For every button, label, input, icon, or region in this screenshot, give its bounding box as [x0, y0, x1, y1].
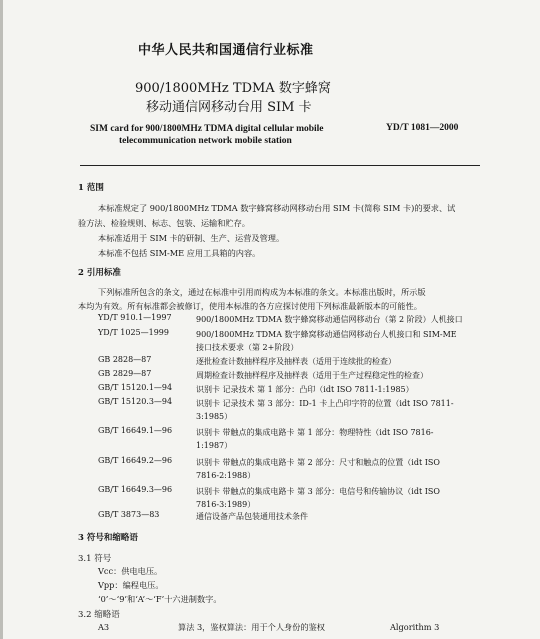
reference-row	[98, 369, 498, 383]
reference-code: GB/T 15120.1—94	[98, 383, 173, 392]
reference-row	[98, 313, 498, 327]
reference-row	[98, 328, 498, 356]
abbrev-code: A3	[98, 622, 110, 632]
reference-row	[98, 397, 498, 425]
reference-code: GB/T 15120.3—94	[98, 397, 173, 406]
english-title-line-1: SIM card for 900/1800MHz TDMA digital cellular mobile	[90, 124, 324, 134]
english-title-line-2: telecommunication network mobile station	[119, 136, 292, 146]
header-rule	[80, 165, 480, 166]
reference-code: GB 2828—87	[98, 355, 152, 364]
reference-code: GB/T 16649.1—96	[98, 426, 173, 435]
reference-row	[98, 485, 498, 513]
reference-title: 周期检查计数抽样程序及抽样表（适用于生产过程稳定性的检查）	[196, 371, 428, 380]
reference-title-cont: 3:1985）	[196, 412, 233, 421]
reference-code: GB/T 3873—83	[98, 510, 160, 519]
section-1-line: 本标准规定了 900/1800MHz TDMA 数字蜂窝移动网移动台用 SIM 卡(简称 SIM 卡)的要求、试	[98, 203, 456, 213]
reference-row	[98, 383, 498, 397]
symbol-item: ‘0’～‘9’和‘A’～‘F’十六进制数字。	[98, 594, 222, 604]
reference-title: 识别卡 记录技术 第 1 部分：凸印（idt ISO 7811-1:1985）	[196, 385, 414, 394]
standard-code: YD/T 1081—2000	[386, 123, 459, 133]
symbol-item: Vpp：编程电压。	[98, 580, 164, 590]
reference-title-cont: 1:1987）	[196, 441, 233, 450]
section-1-line: 本标准不包括 SIM-ME 应用工具箱的内容。	[98, 248, 261, 258]
reference-row	[98, 426, 498, 454]
scan-edge	[0, 0, 3, 639]
section-1-line: 验方法、检验规则、标志、包装、运输和贮存。	[78, 218, 250, 228]
title-line-2: 移动通信网移动台用 SIM 卡	[146, 100, 312, 115]
reference-title: 识别卡 带触点的集成电路卡 第 3 部分：电信号和传输协议（idt ISO	[196, 487, 440, 496]
abbrev-english: Algorithm 3	[390, 622, 440, 632]
issuing-organization: 中华人民共和国通信行业标准	[138, 43, 314, 58]
reference-title-cont: 7816-3:1989）	[196, 500, 256, 509]
section-2-heading: 2 引用标准	[78, 268, 121, 278]
reference-title-cont: 接口技术要求（第 2+阶段）	[196, 343, 299, 352]
reference-title: 识别卡 带触点的集成电路卡 第 1 部分：物理特性（idt ISO 7816-	[196, 428, 434, 437]
reference-title: 900/1800MHz TDMA 数字蜂窝移动通信网移动台人机接口和 SIM-ME	[196, 330, 457, 339]
section-1-heading: 1 范围	[78, 183, 104, 193]
reference-title: 通信设备产品包装通用技术条件	[196, 512, 308, 521]
reference-row	[98, 456, 498, 484]
reference-title: 逐批检查计数抽样程序及抽样表（适用于连续批的检查）	[196, 357, 396, 366]
reference-code: YD/T 910.1—1997	[98, 313, 172, 322]
reference-code: GB/T 16649.2—96	[98, 456, 173, 465]
reference-title: 识别卡 带触点的集成电路卡 第 2 部分：尺寸和触点的位置（idt ISO	[196, 458, 440, 467]
abbrev-description: 算法 3，鉴权算法：用于个人身份的鉴权	[178, 622, 325, 632]
reference-row	[98, 510, 498, 524]
reference-code: GB 2829—87	[98, 369, 152, 378]
section-3-1-heading: 3.1 符号	[78, 554, 112, 564]
reference-title: 900/1800MHz TDMA 数字蜂窝移动通信网移动台（第 2 阶段）人机接口	[196, 315, 463, 324]
reference-title: 识别卡 记录技术 第 3 部分：ID-1 卡上凸印字符的位置（idt ISO 7811-	[196, 399, 454, 408]
section-2-intro-line: 下列标准所包含的条文，通过在标准中引用而构成为本标准的条文。本标准出版时，所示版	[98, 287, 426, 297]
section-1-line: 本标准适用于 SIM 卡的研制、生产、运营及管理。	[98, 233, 285, 243]
section-3-2-heading: 3.2 缩略语	[78, 610, 120, 620]
title-line-1: 900/1800MHz TDMA 数字蜂窝	[135, 81, 331, 96]
reference-code: GB/T 16649.3—96	[98, 485, 173, 494]
section-3-heading: 3 符号和缩略语	[78, 533, 138, 543]
symbol-item: Vcc：供电电压。	[98, 566, 163, 576]
reference-row	[98, 355, 498, 369]
section-2-intro-line: 本均为有效。所有标准都会被修订，使用本标准的各方应探讨使用下列标准最新版本的可能性。	[78, 301, 422, 311]
reference-title-cont: 7816-2:1988）	[196, 471, 256, 480]
reference-code: YD/T 1025—1999	[98, 328, 169, 337]
